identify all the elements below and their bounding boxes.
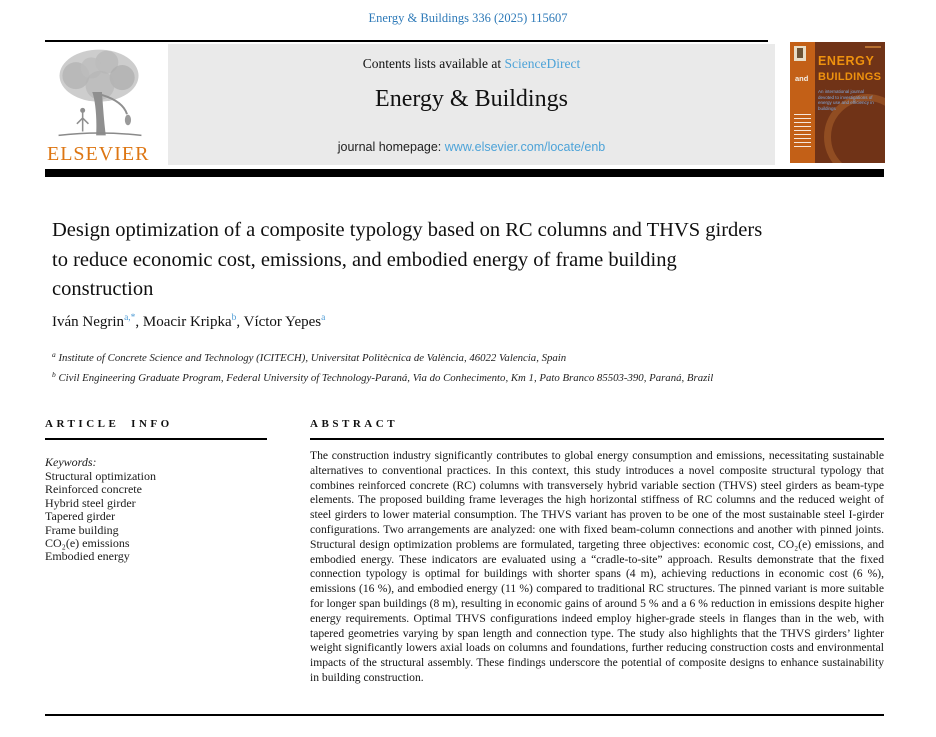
journal-citation-link[interactable]: Energy & Buildings 336 (2025) 115607 — [368, 11, 568, 25]
article-title: Design optimization of a composite typology based on RC columns and THVS girders to reduce economic cost, emissions, and embodied energy of frame building construction — [52, 219, 763, 300]
affiliation-marker: a — [52, 350, 56, 359]
abstract-text: The construction industry significantly contributes to global energy consumption and emissions, necessitating sustainable alternatives to conventional practices. In this context, this study introduces a novel composite structural typology that combines reinforced concrete (RC) columns with transversely hybrid variable section (THVS) steel girders as beam-type elements. The proposed building frame leverages the high horizontal stiffness of RC columns and the reduced weight of steel girders to lower material consumption. The THVS variant has proven to be one of the most sustainable steel I-girder configurations. Two arrangements are analyzed: one with fixed beam-column connections and another with pinned joints. Structural design optimization problems are formulated, targeting three objectives: economic cost, CO₂(e) emissions, and embodied energy. These indicators are evaluated using a “cradle-to-site” approach. Results demonstrate that the fixed connection typology is optimal for buildings with shorter spans (4 m), achieving reductions in economic cost (6 %), emissions (16 %), and embodied energy (11 %) compared to traditional RC structures. The pinned variant is more suitable for longer span buildings (8 m), resulting in economic gains of around 5 % and a 6 % reduction in emissions despite higher energy requirements. Optimal THVS configurations indeed employ higher-grade steels in flanges than in the web, with tapered geometries varying by span length and connection type. The study also highlights that the THVS girders’ lighter weight significantly lowers axial loads on columns and foundations, further reducing construction costs and environmental impacts of the structural assembly. These findings underscore the potential of composite designs to enhance sustainability in building construction. — [310, 449, 884, 684]
article-info-heading: ARTICLE INFO — [45, 418, 173, 430]
elsevier-wordmark: ELSEVIER — [47, 143, 150, 165]
contents-line — [168, 56, 775, 72]
elsevier-tree-icon — [47, 127, 153, 144]
masthead-bottom-bar — [45, 169, 884, 177]
keyword-item: Reinforced concrete — [45, 482, 142, 497]
abstract-rule — [310, 438, 884, 440]
cover-emblem-tree-mark — [797, 48, 803, 58]
masthead-box — [168, 44, 775, 165]
keyword-item: Frame building — [45, 522, 119, 537]
author-separator: , — [135, 314, 143, 330]
author-name: Moacir Kripka — [142, 314, 232, 330]
cover-title-buildings: BUILDINGS — [818, 71, 882, 83]
author-affiliation-marker: b — [231, 313, 237, 323]
cover-title-energy: ENERGY — [818, 54, 875, 68]
author-affiliation-marker: a,* — [124, 313, 136, 323]
journal-cover-image — [790, 42, 885, 163]
page-bottom-rule — [45, 714, 884, 716]
keyword-item: Hybrid steel girder — [45, 495, 136, 510]
cover-left-band — [790, 42, 815, 163]
cover-elsevier-emblem-icon — [794, 46, 806, 61]
journal-title: Energy & Buildings — [375, 86, 568, 112]
sciencedirect-link[interactable]: ScienceDirect — [504, 56, 581, 71]
homepage-url-link[interactable]: www.elsevier.com/locate/enb — [444, 140, 606, 154]
homepage-line — [168, 140, 775, 154]
masthead-top-rule — [45, 40, 768, 42]
keyword-item: Tapered girder — [45, 509, 116, 524]
cover-word-and: and — [795, 74, 809, 83]
author-name: Víctor Yepes — [243, 314, 322, 330]
author-name: Iván Negrin — [52, 314, 125, 330]
affiliation-line — [52, 367, 713, 387]
keywords-label: Keywords: — [45, 455, 97, 469]
affiliation-text: Civil Engineering Graduate Program, Federal University of Technology-Paraná, Via do Conhecimento, Km 1, Pato Branco 85503-390, Paraná, Brazil — [55, 371, 714, 384]
contents-label: Contents lists available at — [362, 56, 505, 71]
keyword-item: Structural optimization — [45, 469, 156, 483]
affiliation-line — [52, 347, 713, 367]
abstract-heading: ABSTRACT — [310, 418, 399, 430]
author-affiliation-marker: a — [321, 313, 326, 323]
cover-subtitle: An international journal devoted to investigations of energy use and efficiency in buildings — [818, 89, 874, 111]
article-info-rule — [45, 438, 267, 440]
affiliations — [52, 347, 713, 386]
affiliation-marker: b — [52, 369, 56, 379]
keyword-item: Embodied energy — [45, 549, 130, 564]
cover-volume-text-line — [865, 46, 881, 48]
affiliation-text: Institute of Concrete Science and Technology (ICITECH), Universitat Politècnica de València, 46022 Valencia, Spain — [55, 352, 567, 364]
keyword-item: CO₂(e) emissions — [45, 536, 130, 551]
author-line — [52, 313, 325, 331]
author-separator: , — [236, 314, 244, 330]
cover-editors-text-lines — [794, 114, 811, 148]
keywords-list — [45, 470, 156, 564]
homepage-label: journal homepage: — [337, 140, 445, 154]
elsevier-logo — [47, 46, 165, 166]
